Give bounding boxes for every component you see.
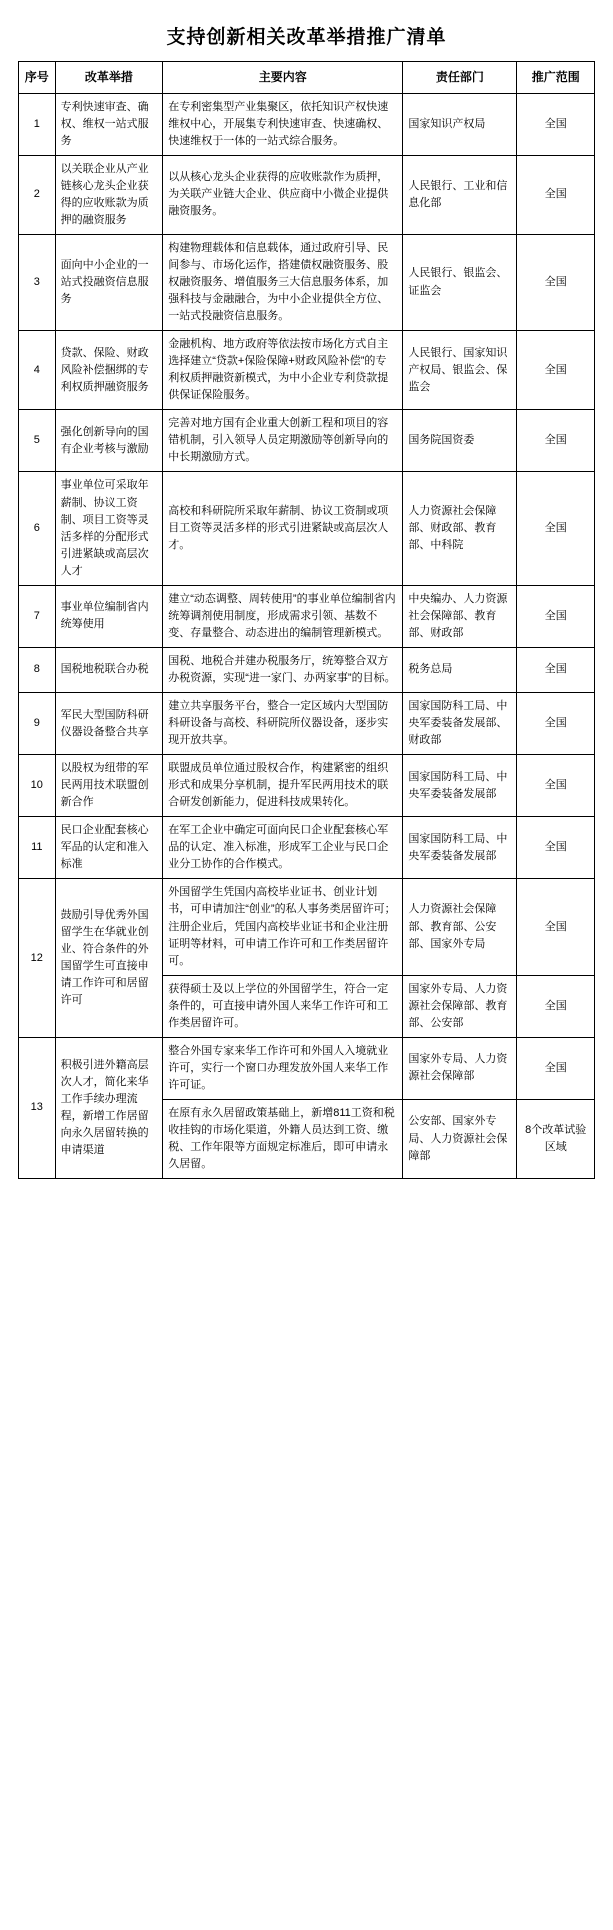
- cell-dept: 人民银行、工业和信息化部: [403, 155, 517, 234]
- table-row: [19, 93, 595, 155]
- table-row: [19, 410, 595, 472]
- cell-measure: 以关联企业从产业链核心龙头企业获得的应收账款为质押的融资服务: [55, 155, 163, 234]
- cell-scope: 全国: [517, 234, 595, 330]
- cell-dept: 公安部、国家外专局、人力资源社会保障部: [403, 1099, 517, 1178]
- cell-index: 10: [19, 755, 56, 817]
- cell-scope: 全国: [517, 755, 595, 817]
- cell-content: 整合外国专家来华工作许可和外国人入境就业许可，实行一个窗口办理发放外国人来华工作许可证。: [163, 1037, 403, 1099]
- cell-measure: 面向中小企业的一站式投融资信息服务: [55, 234, 163, 330]
- table-row: [19, 1037, 595, 1099]
- cell-index: 2: [19, 155, 56, 234]
- cell-index: 8: [19, 647, 56, 692]
- cell-dept: 国务院国资委: [403, 410, 517, 472]
- cell-content: 建立“动态调整、周转使用”的事业单位编制省内统筹调剂使用制度，形成需求引领、基数不变、存量整合、动态进出的编制管理新模式。: [163, 585, 403, 647]
- cell-scope: 全国: [517, 817, 595, 879]
- table-row: [19, 585, 595, 647]
- cell-measure: 积极引进外籍高层次人才，简化来华工作手续办理流程，新增工作居留向永久居留转换的申请渠道: [55, 1037, 163, 1178]
- cell-dept: 国家外专局、人力资源社会保障部、教育部、公安部: [403, 975, 517, 1037]
- column-header-index: 序号: [19, 62, 56, 94]
- cell-content: 获得硕士及以上学位的外国留学生，符合一定条件的，可直接申请外国人来华工作许可和工作类居留许可。: [163, 975, 403, 1037]
- cell-index: 7: [19, 585, 56, 647]
- cell-scope: 全国: [517, 1037, 595, 1099]
- cell-content: 金融机构、地方政府等依法按市场化方式自主选择建立“贷款+保险保障+财政风险补偿”的专利权质押融资新模式，为中小企业专利贷款提供保证保险服务。: [163, 331, 403, 410]
- cell-index: 12: [19, 879, 56, 1037]
- cell-measure: 国税地税联合办税: [55, 647, 163, 692]
- cell-measure: 以股权为纽带的军民两用技术联盟创新合作: [55, 755, 163, 817]
- cell-index: 13: [19, 1037, 56, 1178]
- cell-dept: 中央编办、人力资源社会保障部、教育部、财政部: [403, 585, 517, 647]
- cell-measure: 军民大型国防科研仪器设备整合共享: [55, 693, 163, 755]
- cell-scope: 8个改革试验区域: [517, 1099, 595, 1178]
- cell-content: 构建物理载体和信息载体，通过政府引导、民间参与、市场化运作，搭建债权融资服务、股权融资服务、增值服务三大信息服务体系，加强科技与金融融合，为中小企业提供全方位、一站式投融资信息服务。: [163, 234, 403, 330]
- cell-index: 11: [19, 817, 56, 879]
- table-row: [19, 755, 595, 817]
- cell-scope: 全国: [517, 879, 595, 975]
- table-row: [19, 234, 595, 330]
- cell-content: 在专利密集型产业集聚区，依托知识产权快速维权中心，开展集专利快速审查、快速确权、快速维权于一体的一站式综合服务。: [163, 93, 403, 155]
- table-row: [19, 879, 595, 975]
- cell-dept: 人民银行、国家知识产权局、银监会、保监会: [403, 331, 517, 410]
- cell-dept: 税务总局: [403, 647, 517, 692]
- cell-content: 在军工企业中确定可面向民口企业配套核心军品的认定、准入标准，形成军工企业与民口企业分工协作的合作模式。: [163, 817, 403, 879]
- cell-index: 9: [19, 693, 56, 755]
- cell-dept: 人力资源社会保障部、财政部、教育部、中科院: [403, 472, 517, 585]
- reform-measures-table: [18, 61, 595, 1179]
- column-header-measure: 改革举措: [55, 62, 163, 94]
- cell-scope: 全国: [517, 93, 595, 155]
- column-header-content: 主要内容: [163, 62, 403, 94]
- cell-index: 4: [19, 331, 56, 410]
- cell-content: 建立共享服务平台，整合一定区域内大型国防科研设备与高校、科研院所仪器设备，逐步实现开放共享。: [163, 693, 403, 755]
- table-header-row: [19, 62, 595, 94]
- table-row: [19, 693, 595, 755]
- cell-scope: 全国: [517, 155, 595, 234]
- cell-scope: 全国: [517, 647, 595, 692]
- cell-scope: 全国: [517, 585, 595, 647]
- cell-scope: 全国: [517, 410, 595, 472]
- cell-measure: 事业单位编制省内统筹使用: [55, 585, 163, 647]
- cell-dept: 国家国防科工局、中央军委装备发展部: [403, 817, 517, 879]
- cell-scope: 全国: [517, 693, 595, 755]
- column-header-dept: 责任部门: [403, 62, 517, 94]
- cell-measure: 强化创新导向的国有企业考核与激励: [55, 410, 163, 472]
- cell-dept: 人力资源社会保障部、教育部、公安部、国家外专局: [403, 879, 517, 975]
- cell-dept: 国家知识产权局: [403, 93, 517, 155]
- table-row: [19, 472, 595, 585]
- cell-measure: 事业单位可采取年薪制、协议工资制、项目工资等灵活多样的分配形式引进紧缺或高层次人才: [55, 472, 163, 585]
- cell-measure: 民口企业配套核心军品的认定和准入标准: [55, 817, 163, 879]
- cell-scope: 全国: [517, 331, 595, 410]
- table-row: [19, 155, 595, 234]
- table-row: [19, 331, 595, 410]
- cell-content: 完善对地方国有企业重大创新工程和项目的容错机制，引入领导人员定期激励等创新导向的中长期激励方式。: [163, 410, 403, 472]
- cell-scope: 全国: [517, 472, 595, 585]
- column-header-scope: 推广范围: [517, 62, 595, 94]
- cell-measure: 贷款、保险、财政风险补偿捆绑的专利权质押融资服务: [55, 331, 163, 410]
- cell-content: 高校和科研院所采取年薪制、协议工资制或项目工资等灵活多样的形式引进紧缺或高层次人才。: [163, 472, 403, 585]
- cell-index: 3: [19, 234, 56, 330]
- cell-content: 以从核心龙头企业获得的应收账款作为质押，为关联产业链大企业、供应商中小微企业提供融资服务。: [163, 155, 403, 234]
- cell-dept: 国家国防科工局、中央军委装备发展部: [403, 755, 517, 817]
- cell-content: 在原有永久居留政策基础上，新增811工资和税收挂钩的市场化渠道，外籍人员达到工资、缴税、工作年限等方面规定标准后，即可申请永久居留。: [163, 1099, 403, 1178]
- cell-scope: 全国: [517, 975, 595, 1037]
- cell-index: 5: [19, 410, 56, 472]
- cell-measure: 专利快速审查、确权、维权一站式服务: [55, 93, 163, 155]
- cell-content: 联盟成员单位通过股权合作，构建紧密的组织形式和成果分享机制，提升军民两用技术的联合研发创新能力，促进科技成果转化。: [163, 755, 403, 817]
- cell-index: 6: [19, 472, 56, 585]
- cell-content: 国税、地税合并建办税服务厅，统筹整合双方办税资源，实现“进一家门、办两家事”的目标。: [163, 647, 403, 692]
- page-title: 支持创新相关改革举措推广清单: [166, 27, 447, 48]
- table-row: [19, 817, 595, 879]
- cell-dept: 国家外专局、人力资源社会保障部: [403, 1037, 517, 1099]
- cell-dept: 国家国防科工局、中央军委装备发展部、财政部: [403, 693, 517, 755]
- cell-index: 1: [19, 93, 56, 155]
- cell-content: 外国留学生凭国内高校毕业证书、创业计划书，可申请加注“创业”的私人事务类居留许可；注册企业后，凭国内高校毕业证书和企业注册证明等材料，可申请工作许可和工作类居留许可。: [163, 879, 403, 975]
- cell-dept: 人民银行、银监会、证监会: [403, 234, 517, 330]
- cell-measure: 鼓励引导优秀外国留学生在华就业创业、符合条件的外国留学生可直接申请工作许可和居留许可: [55, 879, 163, 1037]
- table-row: [19, 647, 595, 692]
